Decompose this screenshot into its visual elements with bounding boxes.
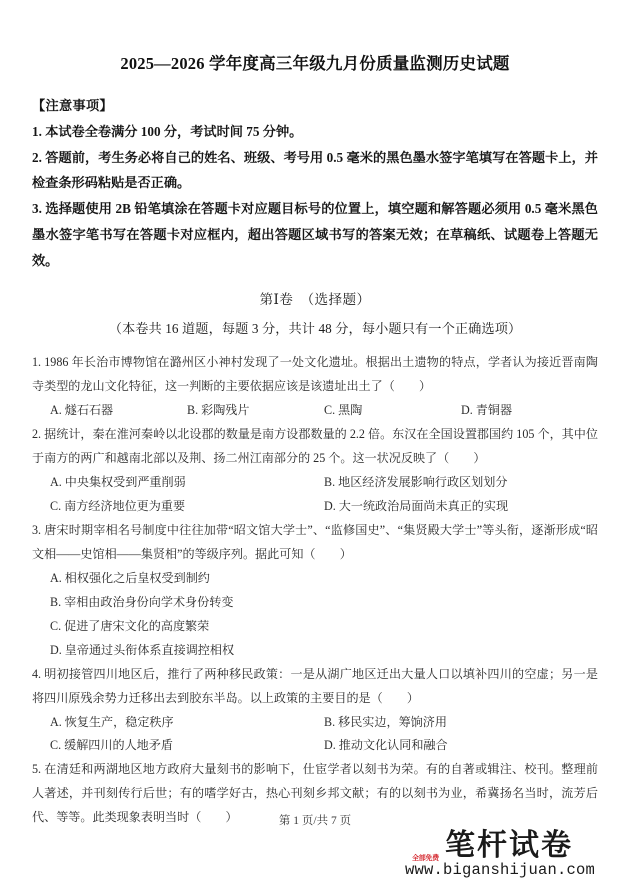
question-options [32, 399, 598, 423]
question-item [32, 423, 598, 519]
section-subheader: （本卷共 16 道题，每题 3 分，共计 48 分，每小题只有一个正确选项） [108, 320, 522, 336]
question-stem: 3. 唐宋时期宰相名号制度中往往加带“昭文馆大学士”、“监修国史”、“集贤殿大学士”等头衔，逐渐形成“昭文相——史馆相——集贤相”的等级序列。据此可知（ ） [32, 523, 598, 561]
page-footer: 第 1 页/共 7 页 [278, 815, 352, 827]
option-b[interactable]: B. 移民实边，筹饷济用 [324, 714, 447, 729]
question-item [32, 663, 598, 759]
option-c[interactable]: C. 南方经济地位更为重要 [50, 499, 186, 514]
question-stem: 1. 1986 年长治市博物馆在潞州区小神村发现了一处文化遗址。根据出土遗物的特点，学者认为接近晋南陶寺类型的龙山文化特征，这一判断的主要依据应该是该遗址出土了（ ） [32, 355, 598, 394]
watermark-url: www.biganshijuan.com [404, 860, 596, 879]
question-options [32, 615, 598, 639]
option-d[interactable]: D. 推动文化认同和融合 [324, 738, 448, 753]
notice-item-3: 3. 选择题使用 2B 铅笔填涂在答题卡对应题目标号的位置上，填空题和解答题必须用 0.5 毫米黑色墨水签字笔书写在答题卡对应框内，超出答题区域书写的答案无效；在草稿纸、试题卷上答题无效。 [32, 201, 598, 268]
question-item [32, 351, 598, 423]
question-options [32, 639, 598, 663]
option-a[interactable]: A. 中央集权受到严重削弱 [50, 475, 186, 490]
question-item [32, 519, 598, 663]
option-b[interactable]: B. 宰相由政治身份向学术身份转变 [50, 594, 234, 609]
question-stem: 2. 据统计，秦在淮河秦岭以北设郡的数量是南方设郡数量的 2.2 倍。东汉在全国设置郡国约 105 个，其中位于南方的两广和越南北部以及荆、扬二州江南部分的 25 个。这一状况反映了（ ） [32, 427, 598, 466]
question-options [32, 591, 598, 615]
notice-item-2: 2. 答题前，考生务必将自己的姓名、班级、考号用 0.5 毫米的黑色墨水签字笔填写在答题卡上，并检查条形码粘贴是否正确。 [32, 149, 598, 191]
question-options [32, 711, 598, 735]
option-c[interactable]: C. 促进了唐宋文化的高度繁荣 [50, 618, 210, 633]
question-options [32, 734, 598, 758]
option-a[interactable]: A. 恢复生产，稳定秩序 [50, 714, 174, 729]
notice-section [32, 93, 598, 273]
notice-heading: 【注意事项】 [32, 98, 113, 114]
question-stem: 5. 在清廷和两湖地区地方政府大量刻书的影响下，仕宦学者以刻书为荣。有的自著或辑注、校刊。整理前人著述，并刊刻传行后世；有的嗜学好古，热心刊刻乡邦文献；有的以刻书为业，希冀扬名当时，流芳后代、等等。此类现象表明当时（ ） [32, 762, 598, 825]
option-a[interactable]: A. 燧石石器 [50, 403, 114, 418]
question-options [32, 471, 598, 495]
option-c[interactable]: C. 缓解四川的人地矛盾 [50, 738, 173, 753]
watermark-badge: 全部免费 [412, 854, 439, 862]
option-c[interactable]: C. 黑陶 [324, 403, 363, 418]
option-b[interactable]: B. 地区经济发展影响行政区划划分 [324, 475, 508, 490]
question-options [32, 567, 598, 591]
option-a[interactable]: A. 相权强化之后皇权受到制约 [50, 570, 210, 585]
option-d[interactable]: D. 青铜器 [461, 403, 513, 418]
watermark-brand: 笔杆试卷 [445, 828, 573, 863]
page-title: 2025—2026 学年度高三年级九月份质量监测历史试题 [120, 54, 510, 73]
notice-item-1: 1. 本试卷全卷满分 100 分，考试时间 75 分钟。 [32, 123, 303, 139]
watermark [384, 830, 616, 888]
option-b[interactable]: B. 彩陶残片 [187, 403, 250, 418]
option-d[interactable]: D. 大一统政治局面尚未真正的实现 [324, 499, 509, 514]
question-list [32, 351, 598, 830]
question-stem: 4. 明初接管四川地区后，推行了两种移民政策：一是从湖广地区迁出大量人口以填补四川的空虚；另一是将四川原残余势力迁移出去到胶东半岛。以上政策的主要目的是（ ） [32, 666, 598, 705]
question-options [32, 495, 598, 519]
section-header: 第Ⅰ卷 （选择题） [259, 292, 371, 308]
option-d[interactable]: D. 皇帝通过头衔体系直接调控相权 [50, 642, 235, 657]
